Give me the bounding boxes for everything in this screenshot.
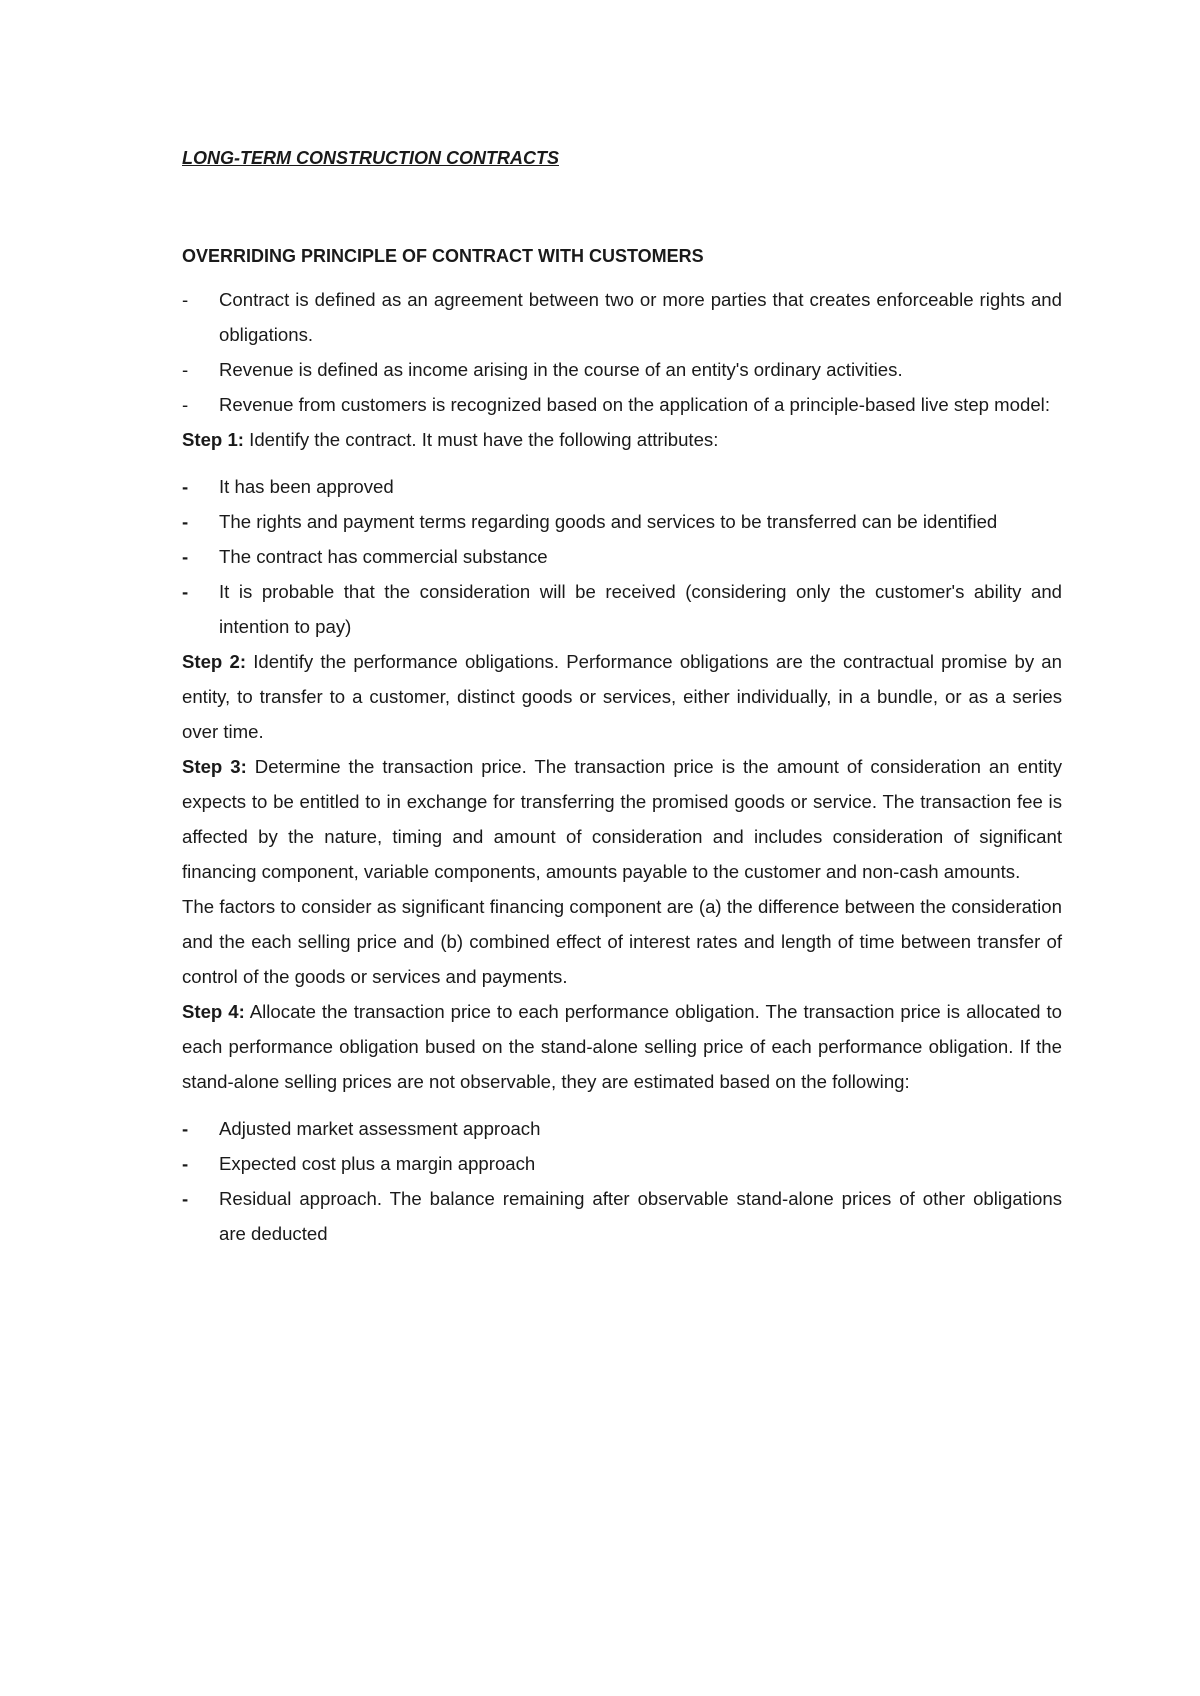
list-item-text: Revenue is defined as income arising in the course of an entity's ordinary activities. — [219, 359, 903, 380]
list-item — [182, 1111, 1062, 1146]
step-1-paragraph — [182, 422, 1062, 457]
list-item-text: The rights and payment terms regarding goods and services to be transferred can be identified — [219, 511, 998, 532]
list-item — [182, 574, 1062, 644]
bullet-marker: - — [182, 476, 189, 497]
list-item — [182, 282, 1062, 352]
document-body — [182, 146, 1062, 1251]
step-4-label: Step 4: — [182, 1001, 245, 1022]
step-3-paragraph — [182, 749, 1062, 889]
step-1-text: Identify the contract. It must have the following attributes: — [244, 429, 719, 450]
list-item-text: It has been approved — [219, 476, 394, 497]
list-item-text: Residual approach. The balance remaining after observable stand-alone prices of other obligations are deducted — [219, 1188, 1062, 1244]
bullet-marker: - — [182, 1153, 189, 1174]
bullet-marker: - — [182, 546, 189, 567]
document-title: LONG-TERM CONSTRUCTION CONTRACTS — [182, 148, 559, 168]
list-item-text: Revenue from customers is recognized based on the application of a principle-based live step model: — [219, 394, 1050, 415]
list-item — [182, 504, 1062, 539]
step-2-paragraph — [182, 644, 1062, 749]
step-1-label: Step 1: — [182, 429, 244, 450]
step-2-text: Identify the performance obligations. Performance obligations are the contractual promise by an entity, to transfer to a customer, distinct goods or services, either individually, in a bundle, or as a series over time. — [182, 651, 1062, 742]
dash-marker: - — [182, 289, 189, 310]
list-item — [182, 1181, 1062, 1251]
bullet-marker: - — [182, 581, 189, 602]
estimation-approaches-list — [182, 1111, 1062, 1251]
step-2-label: Step 2: — [182, 651, 247, 672]
step-4-text: Allocate the transaction price to each performance obligation. The transaction price is allocated to each performance obligation bused on the stand-alone selling price of each performance obligation. If the stand-alone selling prices are not observable, they are estimated based on the following: — [182, 1001, 1062, 1092]
step-3-label: Step 3: — [182, 756, 247, 777]
list-item-text: Contract is defined as an agreement between two or more parties that creates enforceable rights and obligations. — [219, 289, 1062, 345]
step-4-paragraph — [182, 994, 1062, 1099]
list-item — [182, 352, 1062, 387]
dash-marker: - — [182, 359, 189, 380]
bullet-marker: - — [182, 511, 189, 532]
list-item — [182, 469, 1062, 504]
bullet-marker: - — [182, 1188, 189, 1209]
list-item-text: Expected cost plus a margin approach — [219, 1153, 536, 1174]
step-3-text: Determine the transaction price. The transaction price is the amount of consideration an entity expects to be entitled to in exchange for transferring the promised goods or service. The transaction fee is affected by the nature, timing and amount of consideration and includes consideration of significant financing component, variable components, amounts payable to the customer and non-cash amounts. — [182, 756, 1062, 882]
list-item-text: Adjusted market assessment approach — [219, 1118, 541, 1139]
list-item-text: The contract has commercial substance — [219, 546, 548, 567]
list-item-text: It is probable that the consideration will be received (considering only the customer's ability and intention to pay) — [219, 581, 1062, 637]
dash-marker: - — [182, 394, 189, 415]
list-item — [182, 1146, 1062, 1181]
contract-attributes-list — [182, 469, 1062, 644]
section-title: OVERRIDING PRINCIPLE OF CONTRACT WITH CUSTOMERS — [182, 246, 704, 266]
list-item — [182, 539, 1062, 574]
financing-paragraph: The factors to consider as significant financing component are (a) the difference between the consideration and the each selling price and (b) combined effect of interest rates and length of time between transfer of control of the goods or services and payments. — [182, 896, 1062, 987]
bullet-marker: - — [182, 1118, 189, 1139]
list-item — [182, 387, 1062, 422]
principles-list — [182, 282, 1062, 422]
